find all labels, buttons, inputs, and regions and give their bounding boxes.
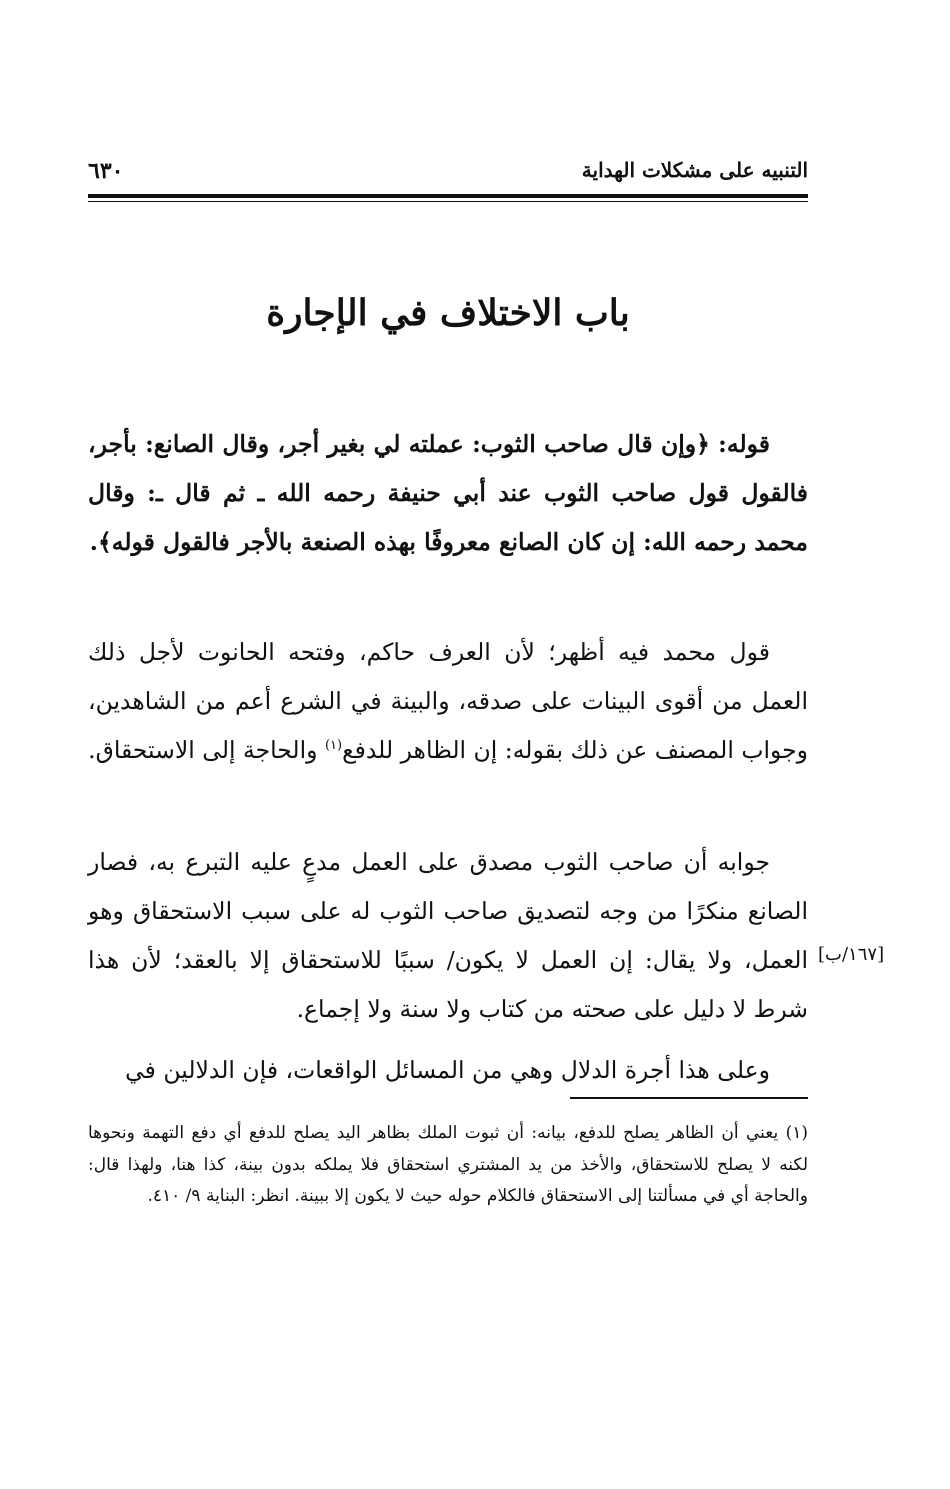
paragraph-2-text-b: والحاجة إلى الاستحقاق.: [88, 736, 325, 764]
margin-folio-note: [١٦٧/ب]: [818, 944, 885, 965]
paragraph-1: قوله: ﴿وإن قال صاحب الثوب: عملته لي بغير أجر، وقال الصانع: بأجر، فالقول قول صاحب الثوب عند أبي حنيفة رحمه الله ـ ثم قال ـ: وقال محمد رحمه الله: إن كان الصانع معروفًا بهذه الصنعة بالأجر فالقول قوله﴾.: [88, 430, 808, 556]
header-rule-thin: [88, 201, 808, 202]
running-title: التنبيه على مشكلات الهداية: [581, 158, 808, 182]
paragraph-quote: [88, 420, 808, 567]
running-header: [88, 158, 808, 190]
page-number: ٦٣٠: [88, 158, 124, 184]
footnote-1: (١) يعني أن الظاهر يصلح للدفع، بيانه: أن ثبوت الملك بظاهر اليد يصلح للدفع أي دفع التهمة ونحوها لكنه لا يصلح للاستحقاق، والأخذ من يد المشتري استحقاق فلا يملكه بدون بينة، كذا هنا، ولهذا قال: والحاجة أي في مسألتنا إلى الاستحقاق فالكلام حوله حيث لا يكون إلا ببينة. انظر: البناية ٩/ ٤١٠.: [88, 1123, 808, 1206]
paragraph-2-text-a: قول محمد فيه أظهر؛ لأن العرف حاكم، وفتحه الحانوت لأجل ذلك العمل من أقوى البينات على صدقه، والبينة في الشرع أعم من الشاهدين، وجواب المصنف عن ذلك بقوله: إن الظاهر للدفع: [88, 638, 808, 764]
paragraph-4: وعلى هذا أجرة الدلال وهي من المسائل الواقعات، فإن الدلالين في: [125, 1056, 770, 1084]
footnote-separator: [570, 1097, 808, 1099]
footnote-marker-1[interactable]: (١): [324, 738, 343, 754]
paragraph-3: جوابه أن صاحب الثوب مصدق على العمل مدعٍ عليه التبرع به، فصار الصانع منكرًا من وجه لتصديق صاحب الثوب له على سبب الاستحقاق وهو العمل، ولا يقال: إن العمل لا يكون/ سببًا للاستحقاق إلا بالعقد؛ لأن هذا شرط لا دليل على صحته من كتاب ولا سنة ولا إجماع.: [88, 848, 808, 1023]
header-rule-thick: [88, 194, 808, 198]
paragraph-2: [88, 628, 808, 775]
footnotes-section: [88, 1118, 808, 1213]
chapter-title: باب الاختلاف في الإجارة: [266, 292, 630, 334]
paragraph-commentary: [88, 628, 808, 775]
paragraph-continuation: [88, 1046, 808, 1095]
paragraph-answer: [88, 838, 808, 1034]
